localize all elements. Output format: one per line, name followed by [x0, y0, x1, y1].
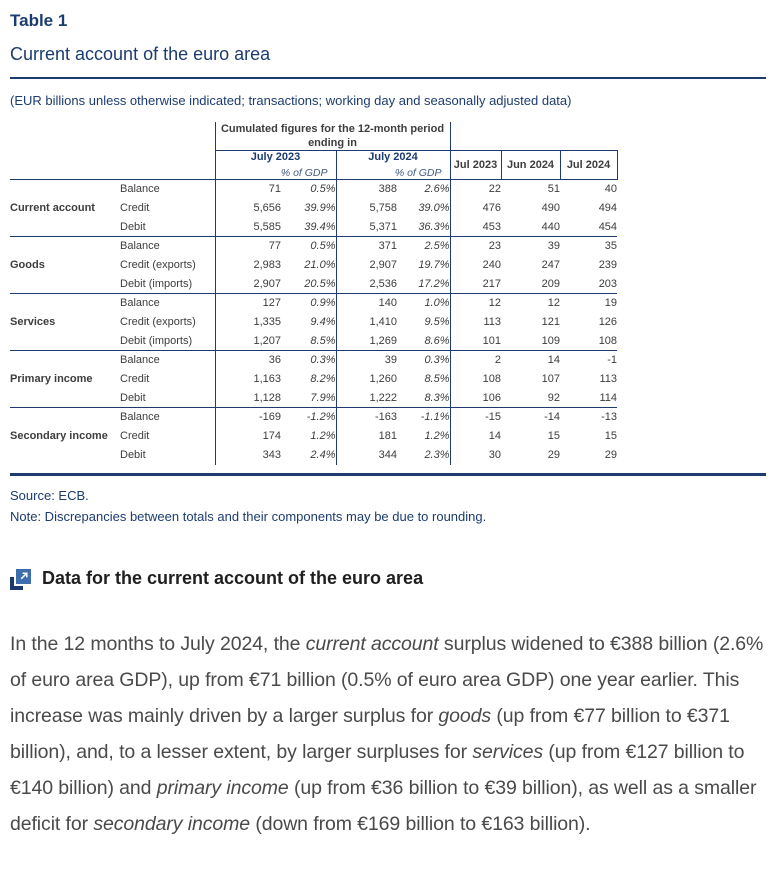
period-label: July 2024 [368, 151, 418, 163]
page [0, 10, 776, 842]
cell-pct-2023: 8.2% [310, 373, 336, 385]
cell-jul-2023: 30 [450, 446, 501, 465]
table-number: Table 1 [10, 11, 68, 30]
cell-cum-2023: 36 [215, 351, 281, 370]
cell-pct-2024: 19.7% [418, 259, 450, 271]
note-line: Note: Discrepancies between totals and their components may be due to rounding. [10, 508, 487, 524]
pct-of-gdp-label: % of GDP [394, 167, 442, 179]
cell-jun-2024: 29 [547, 449, 561, 461]
header-spacer [10, 122, 215, 151]
current-account-table [10, 122, 618, 465]
cell-jul-2024: 203 [598, 277, 618, 290]
cell-jul-2023: 22 [450, 180, 501, 199]
cell-pct-2024: 2.5% [424, 240, 450, 253]
table-row [10, 180, 617, 199]
paragraph-segment-italic: current account [305, 632, 439, 655]
cell-cum-2024: 2,536 [336, 275, 397, 294]
cell-jul-2024: 40 [604, 183, 618, 196]
cell-pct-2023: 0.3% [310, 354, 336, 367]
cell-cum-2024: 344 [336, 446, 397, 465]
month-column-jun-2024: Jun 2024 [501, 151, 560, 180]
cell-cum-2023: -169 [215, 408, 281, 427]
data-link[interactable] [10, 567, 423, 590]
section-label: Current account [10, 202, 95, 214]
cell-jul-2024: 108 [598, 334, 618, 347]
cell-jun-2024: 490 [541, 202, 561, 214]
cell-cum-2023: 127 [215, 294, 281, 313]
cell-jul-2024: 126 [598, 316, 618, 328]
cell-cum-2023: 2,983 [215, 256, 281, 275]
cell-pct-2023: 21.0% [304, 259, 336, 271]
row-label: Debit [120, 391, 146, 404]
cell-jul-2024: 19 [604, 297, 618, 310]
cell-pct-2023: 1.2% [310, 430, 336, 442]
external-link-icon-arrow [14, 567, 33, 586]
cell-jun-2024: 209 [541, 277, 561, 290]
cell-cum-2023: 343 [215, 446, 281, 465]
paragraph-segment-italic: primary income [156, 776, 289, 799]
cell-cum-2023: 71 [215, 180, 281, 199]
divider-top [10, 77, 766, 79]
section-goods [10, 237, 617, 294]
cell-pct-2024: 9.5% [424, 316, 450, 328]
paragraph-segment: (up from €127 billion to €140 billion) and [10, 740, 745, 799]
cell-cum-2023: 1,207 [215, 332, 281, 351]
cell-jul-2024: 239 [598, 259, 618, 271]
table-unit-note: (EUR billions unless otherwise indicated; transactions; working day and seasonally adjusted data) [10, 93, 572, 108]
cell-pct-2024: 2.3% [424, 449, 450, 461]
cell-jul-2024: 29 [604, 449, 618, 461]
cell-cum-2023: 77 [215, 237, 281, 256]
cell-jul-2024: -13 [601, 411, 618, 424]
cell-jun-2024: 247 [541, 259, 561, 271]
external-link-icon[interactable] [10, 567, 33, 590]
article-paragraph [10, 626, 766, 842]
paragraph-segment: In the 12 months to July 2024, the [10, 632, 306, 655]
cell-jul-2023: 476 [450, 199, 501, 218]
cell-pct-2024: -1.1% [420, 411, 450, 424]
cell-pct-2024: 1.2% [424, 430, 450, 442]
cell-jul-2024: 15 [604, 430, 618, 442]
cell-cum-2024: 371 [336, 237, 397, 256]
cell-jul-2024: 114 [599, 391, 618, 404]
cell-pct-2023: 9.4% [310, 316, 336, 328]
cell-jul-2023: 113 [450, 313, 501, 332]
row-label: Debit [120, 220, 146, 233]
row-label: Credit [120, 430, 150, 442]
cell-cum-2024: 5,758 [336, 199, 397, 218]
cell-pct-2023: 39.4% [304, 220, 336, 233]
cell-cum-2023: 5,585 [215, 218, 281, 237]
cell-jun-2024: 51 [547, 183, 561, 196]
cell-jul-2023: 2 [450, 351, 501, 370]
cell-jun-2024: 15 [547, 430, 561, 442]
cell-pct-2024: 0.3% [424, 354, 450, 367]
source-line: Source: ECB. [10, 487, 89, 503]
cell-pct-2024: 36.3% [418, 220, 450, 233]
cell-jul-2024: 454 [598, 220, 618, 233]
table-row [10, 408, 617, 427]
cell-jun-2024: 121 [541, 316, 561, 328]
cell-cum-2023: 1,335 [215, 313, 281, 332]
section-primary-income [10, 351, 617, 408]
section-services [10, 294, 617, 351]
section-label: Secondary income [10, 430, 108, 443]
cell-pct-2024: 39.0% [418, 202, 450, 214]
paragraph-segment: (up from €36 billion to €39 billion), as well as a smaller deficit for [10, 776, 757, 835]
divider-bottom [10, 473, 766, 476]
cell-pct-2023: 0.5% [310, 240, 336, 253]
row-label: Debit (imports) [120, 277, 193, 290]
cell-pct-2023: 20.5% [304, 277, 336, 290]
section-current-account [10, 180, 617, 237]
cell-pct-2024: 17.2% [418, 277, 450, 290]
table-header-row-2 [10, 151, 617, 180]
table-row [10, 351, 617, 370]
pct-of-gdp-label: % of GDP [280, 167, 328, 179]
cell-jul-2023: 14 [450, 427, 501, 446]
cell-jul-2023: 106 [450, 389, 501, 408]
cell-cum-2023: 5,656 [215, 199, 281, 218]
cell-jun-2024: -14 [544, 411, 561, 424]
paragraph-segment: surplus widened to €388 billion (2.6% of euro area GDP), up from €71 billion (0.5% of euro area GDP) one year earlier. This increase was mainly driven by a larger surplus for [10, 632, 764, 727]
cell-jul-2024: 113 [599, 373, 618, 385]
cell-cum-2024: 1,410 [336, 313, 397, 332]
cell-pct-2024: 1.0% [424, 297, 450, 310]
cell-cum-2024: 5,371 [336, 218, 397, 237]
cell-jul-2023: 12 [450, 294, 501, 313]
cell-jul-2024: -1 [607, 354, 618, 367]
cell-pct-2023: 39.9% [304, 202, 336, 214]
cell-jul-2024: 494 [598, 202, 618, 214]
paragraph-segment: (down from €169 billion to €163 billion). [250, 812, 591, 835]
cell-pct-2024: 2.6% [424, 183, 450, 196]
cell-cum-2024: 39 [336, 351, 397, 370]
row-label: Debit [120, 449, 146, 461]
table-title: Current account of the euro area [10, 44, 271, 64]
paragraph-segment-italic: services [472, 740, 544, 763]
cell-pct-2023: -1.2% [306, 411, 336, 424]
period-column-july-2024 [336, 151, 450, 180]
section-label: Goods [10, 259, 45, 271]
cell-cum-2023: 174 [215, 427, 281, 446]
table-header [10, 122, 617, 180]
cell-jun-2024: 14 [547, 354, 561, 367]
row-label: Credit (exports) [120, 259, 196, 271]
header-spacer [10, 151, 215, 180]
row-label: Credit [120, 202, 150, 214]
header-spacer [450, 122, 617, 151]
cell-cum-2023: 1,163 [215, 370, 281, 389]
cell-cum-2024: 1,269 [336, 332, 397, 351]
cell-pct-2023: 8.5% [310, 334, 336, 347]
cell-jun-2024: 92 [547, 391, 561, 404]
paragraph-segment-italic: secondary income [93, 812, 250, 835]
cell-pct-2024: 8.5% [424, 373, 450, 385]
cell-pct-2023: 7.9% [310, 391, 336, 404]
cell-jul-2023: 23 [450, 237, 501, 256]
cell-jun-2024: 440 [541, 220, 561, 233]
row-label: Balance [120, 354, 160, 367]
cell-jul-2024: 35 [604, 240, 618, 253]
cell-jul-2023: 108 [450, 370, 501, 389]
cell-jul-2023: -15 [450, 408, 501, 427]
row-label: Debit (imports) [120, 334, 193, 347]
row-label: Credit (exports) [120, 316, 196, 328]
cell-pct-2023: 0.5% [310, 183, 336, 196]
cell-jul-2023: 217 [450, 275, 501, 294]
cell-jun-2024: 109 [541, 334, 561, 347]
paragraph-segment-italic: goods [438, 704, 492, 727]
cell-jul-2023: 453 [450, 218, 501, 237]
cell-cum-2024: 1,222 [336, 389, 397, 408]
cell-cum-2023: 2,907 [215, 275, 281, 294]
cell-jul-2023: 101 [450, 332, 501, 351]
cell-pct-2024: 8.6% [424, 334, 450, 347]
cell-pct-2023: 0.9% [310, 297, 336, 310]
month-column-jul-2023: Jul 2023 [450, 151, 501, 180]
cell-cum-2024: 2,907 [336, 256, 397, 275]
cell-jun-2024: 107 [541, 373, 561, 385]
section-label: Services [10, 316, 56, 328]
row-label: Balance [120, 297, 160, 310]
cell-cum-2024: -163 [336, 408, 397, 427]
table-row [10, 294, 617, 313]
cell-pct-2023: 2.4% [310, 449, 336, 461]
row-label: Credit [120, 373, 150, 385]
cell-jun-2024: 39 [547, 240, 561, 253]
period-column-july-2023 [215, 151, 336, 180]
table-header-row-1 [10, 122, 617, 151]
table-row [10, 237, 617, 256]
paragraph-segment: (up from €77 billion to €371 billion), and, to a lesser extent, by larger surpluses for [10, 704, 730, 763]
row-label: Balance [120, 240, 160, 253]
section-label: Primary income [10, 373, 93, 385]
cumulated-header: Cumulated figures for the 12-month period ending in [215, 122, 450, 151]
cell-cum-2024: 140 [336, 294, 397, 313]
cell-cum-2023: 1,128 [215, 389, 281, 408]
cell-cum-2024: 388 [336, 180, 397, 199]
row-label: Balance [120, 183, 160, 196]
cell-cum-2024: 1,260 [336, 370, 397, 389]
data-link-heading[interactable]: Data for the current account of the euro area [42, 567, 424, 588]
cell-jul-2023: 240 [450, 256, 501, 275]
month-column-jul-2024: Jul 2024 [560, 151, 617, 180]
cell-cum-2024: 181 [336, 427, 397, 446]
cell-jun-2024: 12 [547, 297, 561, 310]
period-label: July 2023 [250, 151, 301, 163]
cell-pct-2024: 8.3% [424, 391, 450, 404]
section-secondary-income [10, 408, 617, 465]
row-label: Balance [120, 411, 160, 424]
